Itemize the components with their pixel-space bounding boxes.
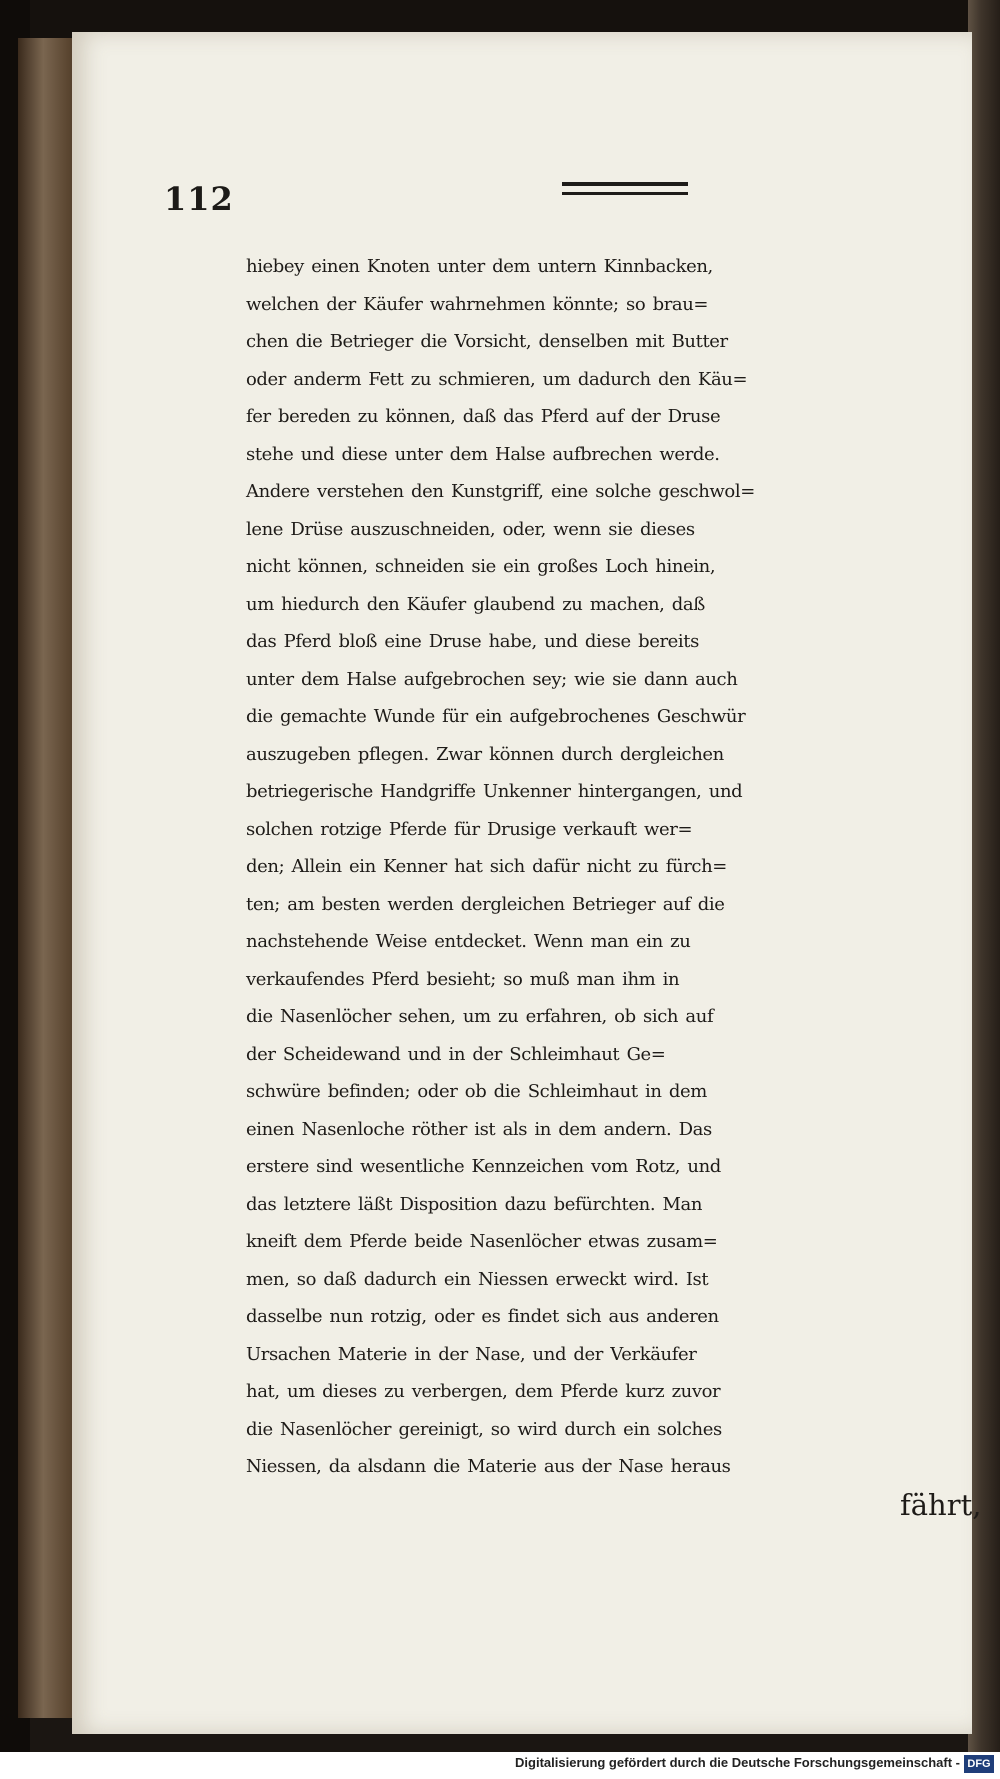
text-line: welchen der Käufer wahrnehmen könnte; so brau=: [246, 293, 709, 315]
text-line: fer bereden zu können, daß das Pferd auf der Druse: [246, 406, 721, 427]
text-line: solchen rotzige Pferde für Drusige verkauft wer=: [246, 818, 693, 840]
text-line: verkaufendes Pferd besieht; so muß man ihm in: [246, 968, 680, 990]
text-line: hat, um dieses zu verbergen, dem Pferde kurz zuvor: [246, 1381, 721, 1402]
text-line: schwüre befinden; oder ob die Schleimhaut in dem: [246, 1081, 707, 1102]
text-line: den; Allein ein Kenner hat sich dafür nicht zu fürch=: [246, 856, 727, 877]
page-number: 112: [164, 180, 234, 218]
text-line: Andere verstehen den Kunstgriff, eine solche geschwol=: [246, 481, 755, 502]
text-line: hiebey einen Knoten unter dem untern Kinnbacken,: [246, 256, 713, 277]
text-line: erstere sind wesentliche Kennzeichen vom Rotz, und: [246, 1156, 721, 1177]
funding-note: Digitalisierung gefördert durch die Deutsche Forschungsgemeinschaft -: [515, 1755, 960, 1770]
header-rule-top: [562, 182, 688, 186]
text-line: die Nasenlöcher gereinigt, so wird durch ein solches: [246, 1418, 722, 1440]
text-line: nicht können, schneiden sie ein großes Loch hinein,: [246, 556, 716, 577]
text-line: unter dem Halse aufgebrochen sey; wie sie dann auch: [246, 668, 738, 690]
text-line: ten; am besten werden dergleichen Betrieger auf die: [246, 893, 725, 915]
text-line: Niessen, da alsdann die Materie aus der Nase heraus: [246, 1456, 731, 1477]
text-line: das Pferd bloß eine Druse habe, und diese bereits: [246, 631, 699, 652]
text-line: nachstehende Weise entdecket. Wenn man ein zu: [246, 931, 691, 952]
digitization-footer: [0, 1752, 1000, 1779]
text-line: Ursachen Materie in der Nase, und der Verkäufer: [246, 1343, 697, 1365]
text-line: stehe und diese unter dem Halse aufbrechen werde.: [246, 443, 720, 465]
body-text: [246, 248, 986, 1486]
text-line: einen Nasenloche röther ist als in dem andern. Das: [246, 1118, 712, 1140]
text-line: um hiedurch den Käufer glaubend zu machen, daß: [246, 593, 705, 615]
header-double-rule: [562, 182, 688, 198]
text-line: das letztere läßt Disposition dazu befürchten. Man: [246, 1193, 703, 1215]
text-line: chen die Betrieger die Vorsicht, denselben mit Butter: [246, 331, 728, 352]
text-line: men, so daß dadurch ein Niessen erweckt wird. Ist: [246, 1268, 709, 1290]
text-line: die Nasenlöcher sehen, um zu erfahren, ob sich auf: [246, 1006, 714, 1027]
text-line: lene Drüse auszuschneiden, oder, wenn sie dieses: [246, 518, 695, 540]
text-line: betriegerische Handgriffe Unkenner hintergangen, und: [246, 781, 743, 802]
text-line: kneift dem Pferde beide Nasenlöcher etwas zusam=: [246, 1231, 718, 1252]
catchword: fährt,: [900, 1488, 982, 1522]
text-line: auszugeben pflegen. Zwar können durch dergleichen: [246, 743, 724, 765]
dfg-logo: DFG: [964, 1755, 994, 1773]
header-rule-bottom: [562, 192, 688, 195]
text-line: oder anderm Fett zu schmieren, um dadurch den Käu=: [246, 368, 748, 390]
text-line: der Scheidewand und in der Schleimhaut Ge=: [246, 1043, 666, 1065]
text-line: dasselbe nun rotzig, oder es findet sich aus anderen: [246, 1306, 719, 1327]
text-line: die gemachte Wunde für ein aufgebrochenes Geschwür: [246, 706, 746, 727]
